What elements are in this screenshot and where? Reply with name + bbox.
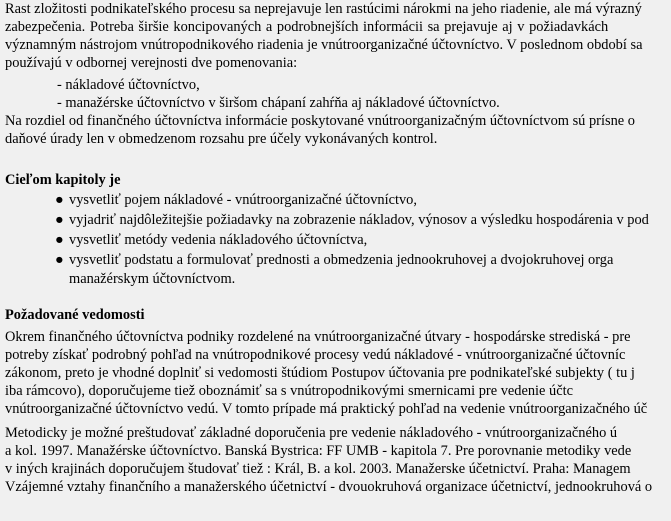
intro-line: používajú v odbornej verejnosti dve pomenovania: bbox=[5, 55, 298, 71]
goals-item-text: vyjadriť najdôležitejšie požiadavky na zobrazenie nákladov, výnosov a výsledku hospodárenia v pod bbox=[69, 212, 649, 228]
goals-item-text: vysvetliť podstatu a formulovať prednosti a obmedzenia jednookruhovej a dvojokruhovej orga bbox=[69, 252, 614, 268]
knowledge-line: Okrem finančného účtovníctva podniky rozdelené na vnútroorganizačné útvary - hospodárske strediská - pre bbox=[5, 329, 631, 345]
goals-list-item bbox=[55, 231, 367, 249]
goals-list-item bbox=[55, 211, 649, 229]
knowledge-line: v iných krajinách doporučujem študovať tiež : Král, B. a kol. 2003. Manažerske účetnictví. Praha: Managem bbox=[5, 461, 631, 477]
knowledge-line: potreby získať podrobný pohľad na vnútropodnikové procesy vedú nákladové - vnútroorganizačné účtovníc bbox=[5, 347, 626, 363]
goals-item-text: vysvetliť metódy vedenia nákladového účtovníctva, bbox=[69, 232, 368, 248]
bullet-icon: ● bbox=[55, 252, 64, 268]
goals-item-text: vysvetliť pojem nákladové - vnútroorganizačné účtovníctvo, bbox=[69, 192, 417, 208]
bullet-icon: ● bbox=[55, 232, 64, 248]
bullet-icon: ● bbox=[55, 192, 64, 208]
intro-line: daňové úrady len v obmedzenom rozsahu pre účely vykonávaných kontrol. bbox=[5, 131, 438, 147]
goals-heading: Cieľom kapitoly je bbox=[5, 172, 121, 188]
knowledge-line: a kol. 1997. Manažérske účtovníctvo. Banská Bystrica: FF UMB - kapitola 7. Pre porovnanie metodiky vede bbox=[5, 443, 632, 459]
intro-line: významným nástrojom vnútropodnikového riadenia je vnútroorganizačné účtovníctvo. V poslednom období sa bbox=[5, 37, 643, 53]
knowledge-line: Vzájemné vztahy finančního a manažerského účetnictví - dvouokruhová organizace účetnictví, jednookruhová o bbox=[5, 479, 653, 495]
dash-list-item: - manažérske účtovníctvo v širšom chápaní zahŕňa aj nákladové účtovníctvo. bbox=[57, 95, 500, 111]
goals-item-continuation: manažérskym účtovníctvom. bbox=[69, 271, 236, 287]
knowledge-heading: Požadované vedomosti bbox=[5, 307, 145, 323]
intro-line: Rast zložitosti podnikateľského procesu sa neprejavuje len rastúcimi nárokmi na jeho riadenie, ale má výrazný bbox=[5, 1, 642, 17]
dash-list-item: - nákladové účtovníctvo, bbox=[57, 77, 200, 93]
bullet-icon: ● bbox=[55, 212, 64, 228]
goals-list-item bbox=[55, 251, 613, 269]
knowledge-line: zákonom, preto je vhodné doplniť si vedomosti štúdiom Postupov účtovania pre podnikateľské subjekty ( tu j bbox=[5, 365, 635, 381]
intro-line: Na rozdiel od finančného účtovníctva informácie poskytované vnútroorganizačným účtovníctvom sú prísne o bbox=[5, 113, 635, 129]
knowledge-line: iba rámcovo), doporučujeme tiež oboznámiť sa s vnútropodnikovými smernicami pre vedenie účtc bbox=[5, 383, 574, 399]
knowledge-line: vnútroorganizačné účtovníctvo vedú. V tomto prípade má praktický pohľad na vedenie vnútroorganizačného úč bbox=[5, 401, 648, 417]
knowledge-line: Metodicky je možné preštudovať základné doporučenia pre vedenie nákladového - vnútroorganizačného ú bbox=[5, 425, 618, 441]
intro-line: zabezpečenia. Potreba širšie koncipovaných a podrobnejších informácii sa prejavuje aj v požiadavkách bbox=[5, 19, 609, 35]
goals-list-item bbox=[55, 191, 417, 209]
